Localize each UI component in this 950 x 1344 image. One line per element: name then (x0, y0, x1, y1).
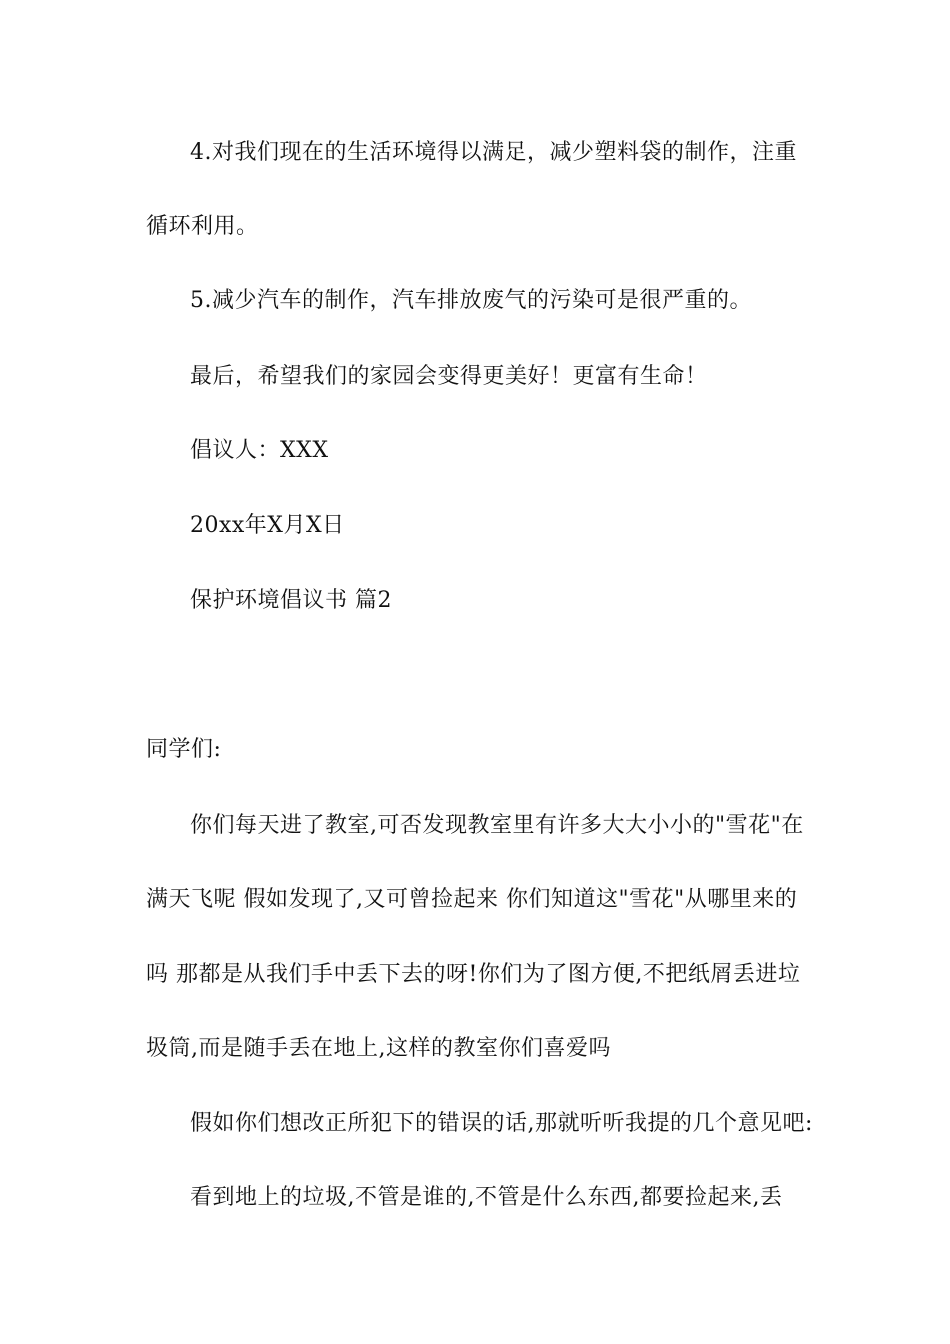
paragraph-line: 吗 那都是从我们手中丢下去的呀!你们为了图方便,不把纸屑丢进垃 (146, 962, 801, 987)
paragraph-closing-wish: 最后，希望我们的家园会变得更美好！更富有生命！ (190, 364, 708, 389)
paragraph-line-item-5: 5.减少汽车的制作，汽车排放废气的污染可是很严重的。 (190, 288, 752, 313)
paragraph-line-item-4: 4.对我们现在的生活环境得以满足，减少塑料袋的制作，注重 (190, 140, 797, 165)
proposer-signature: 倡议人：XXX (190, 438, 329, 463)
document-date: 20xx年X月X日 (190, 513, 345, 538)
paragraph-line: 满天飞呢 假如发现了,又可曾捡起来 你们知道这"雪花"从哪里来的 (146, 887, 798, 912)
paragraph-line: 看到地上的垃圾,不管是谁的,不管是什么东西,都要捡起来,丢 (190, 1185, 783, 1210)
salutation: 同学们: (146, 737, 222, 762)
paragraph-line-item-4-cont: 循环利用。 (146, 214, 259, 239)
section-heading: 保护环境倡议书 篇2 (190, 588, 392, 613)
paragraph-line: 假如你们想改正所犯下的错误的话,那就听听我提的几个意见吧: (190, 1111, 813, 1136)
paragraph-line: 圾筒,而是随手丢在地上,这样的教室你们喜爱吗 (146, 1036, 611, 1061)
paragraph-line: 你们每天进了教室,可否发现教室里有许多大大小小的"雪花"在 (190, 813, 804, 838)
